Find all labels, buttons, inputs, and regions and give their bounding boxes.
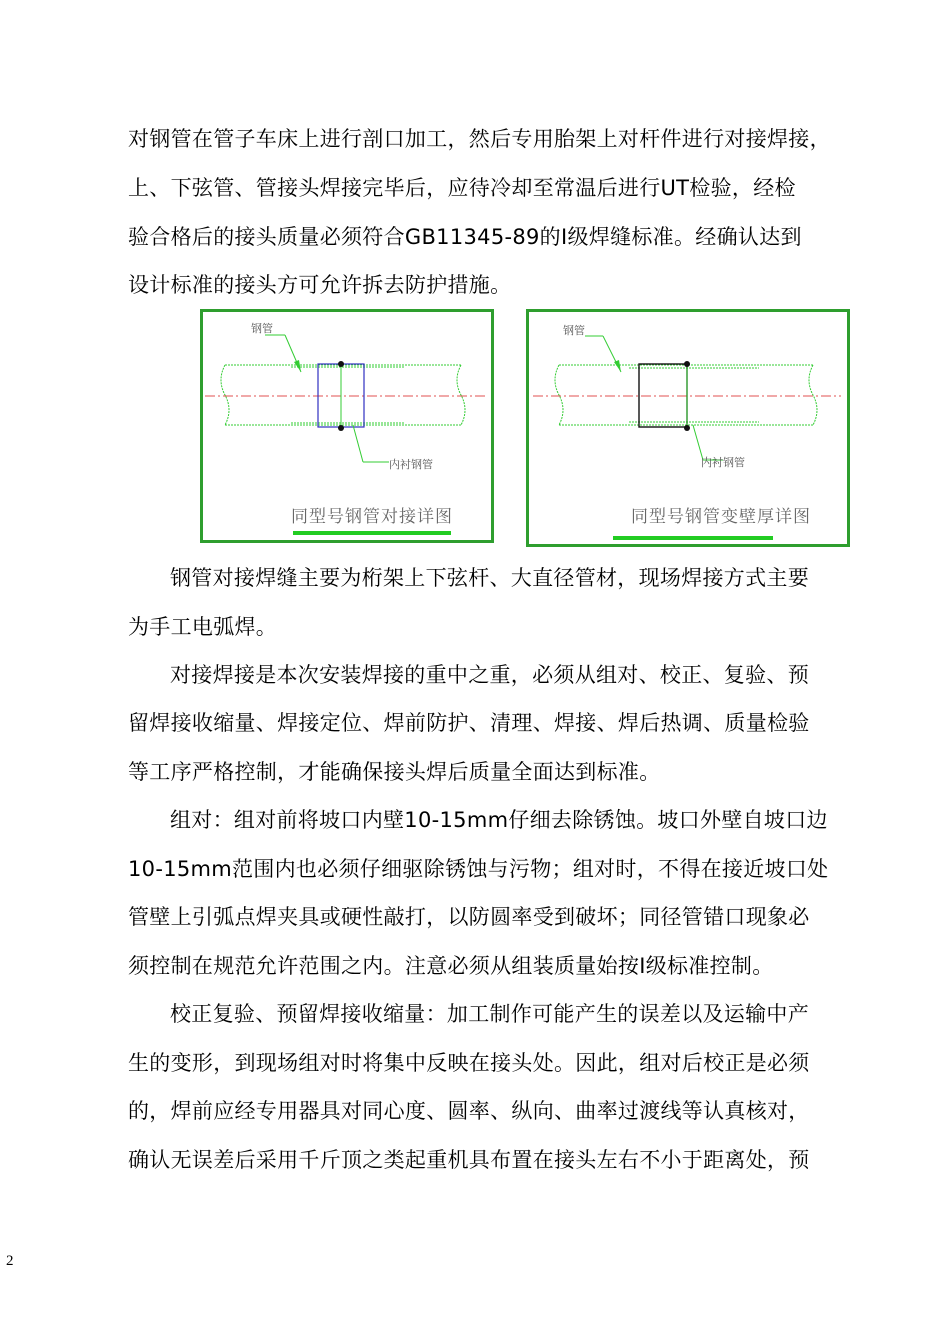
text-line: 生的变形，到现场组对时将集中反映在接头处。因此，组对后校正是必须 xyxy=(128,1051,810,1075)
text-line: 设计标准的接头方可允许拆去防护措施。 xyxy=(128,273,512,297)
text-line: 留焊接收缩量、焊接定位、焊前防护、清理、焊接、焊后热调、质量检验 xyxy=(128,711,810,735)
text-line: 验合格后的接头质量必须符合GB11345-89的Ⅰ级焊缝标准。经确认达到 xyxy=(128,225,802,249)
text-line: 钢管对接焊缝主要为桁架上下弦杆、大直径管材，现场焊接方式主要 xyxy=(170,566,809,590)
figure-caption: 同型号钢管对接详图 xyxy=(291,507,453,527)
text-line: 10-15mm范围内也必须仔细驱除锈蚀与污物；组对时，不得在接近坡口处 xyxy=(128,857,829,881)
figure-pipe-thickness-change xyxy=(526,309,850,547)
text-line: 校正复验、预留焊接收缩量：加工制作可能产生的误差以及运输中产 xyxy=(170,1002,809,1026)
text-line: 确认无误差后采用千斤顶之类起重机具布置在接头左右不小于距离处，预 xyxy=(128,1148,810,1172)
label-inner-pipe: 内衬钢管 xyxy=(701,456,745,469)
page-number: 2 xyxy=(6,1253,14,1269)
text-line: 的，焊前应经专用器具对同心度、圆率、纵向、曲率过渡线等认真核对， xyxy=(128,1099,810,1123)
text-line: 组对：组对前将坡口内壁10-15mm仔细去除锈蚀。坡口外壁自坡口边 xyxy=(170,808,828,832)
text-line: 为手工电弧焊。 xyxy=(128,615,278,639)
figure-pipe-butt-joint xyxy=(200,309,494,543)
label-pipe: 钢管 xyxy=(251,322,273,335)
caption-underline xyxy=(613,536,773,540)
label-inner-pipe: 内衬钢管 xyxy=(389,458,433,471)
label-pipe: 钢管 xyxy=(563,324,585,337)
text-line: 上、下弦管、管接头焊接完毕后，应待冷却至常温后进行UT检验，经检 xyxy=(128,176,796,200)
text-line: 对接焊接是本次安装焊接的重中之重，必须从组对、校正、复验、预 xyxy=(170,663,809,687)
text-line: 对钢管在管子车床上进行剖口加工，然后专用胎架上对杆件进行对接焊接， xyxy=(128,127,831,151)
text-line: 等工序严格控制，才能确保接头焊后质量全面达到标准。 xyxy=(128,760,661,784)
figure-caption: 同型号钢管变壁厚详图 xyxy=(631,507,811,527)
caption-underline xyxy=(293,531,451,535)
text-line: 须控制在规范允许范围之内。注意必须从组装质量始按Ⅰ级标准控制。 xyxy=(128,954,774,978)
text-line: 管壁上引弧点焊夹具或硬性敲打，以防圆率受到破坏；同径管错口现象必 xyxy=(128,905,810,929)
